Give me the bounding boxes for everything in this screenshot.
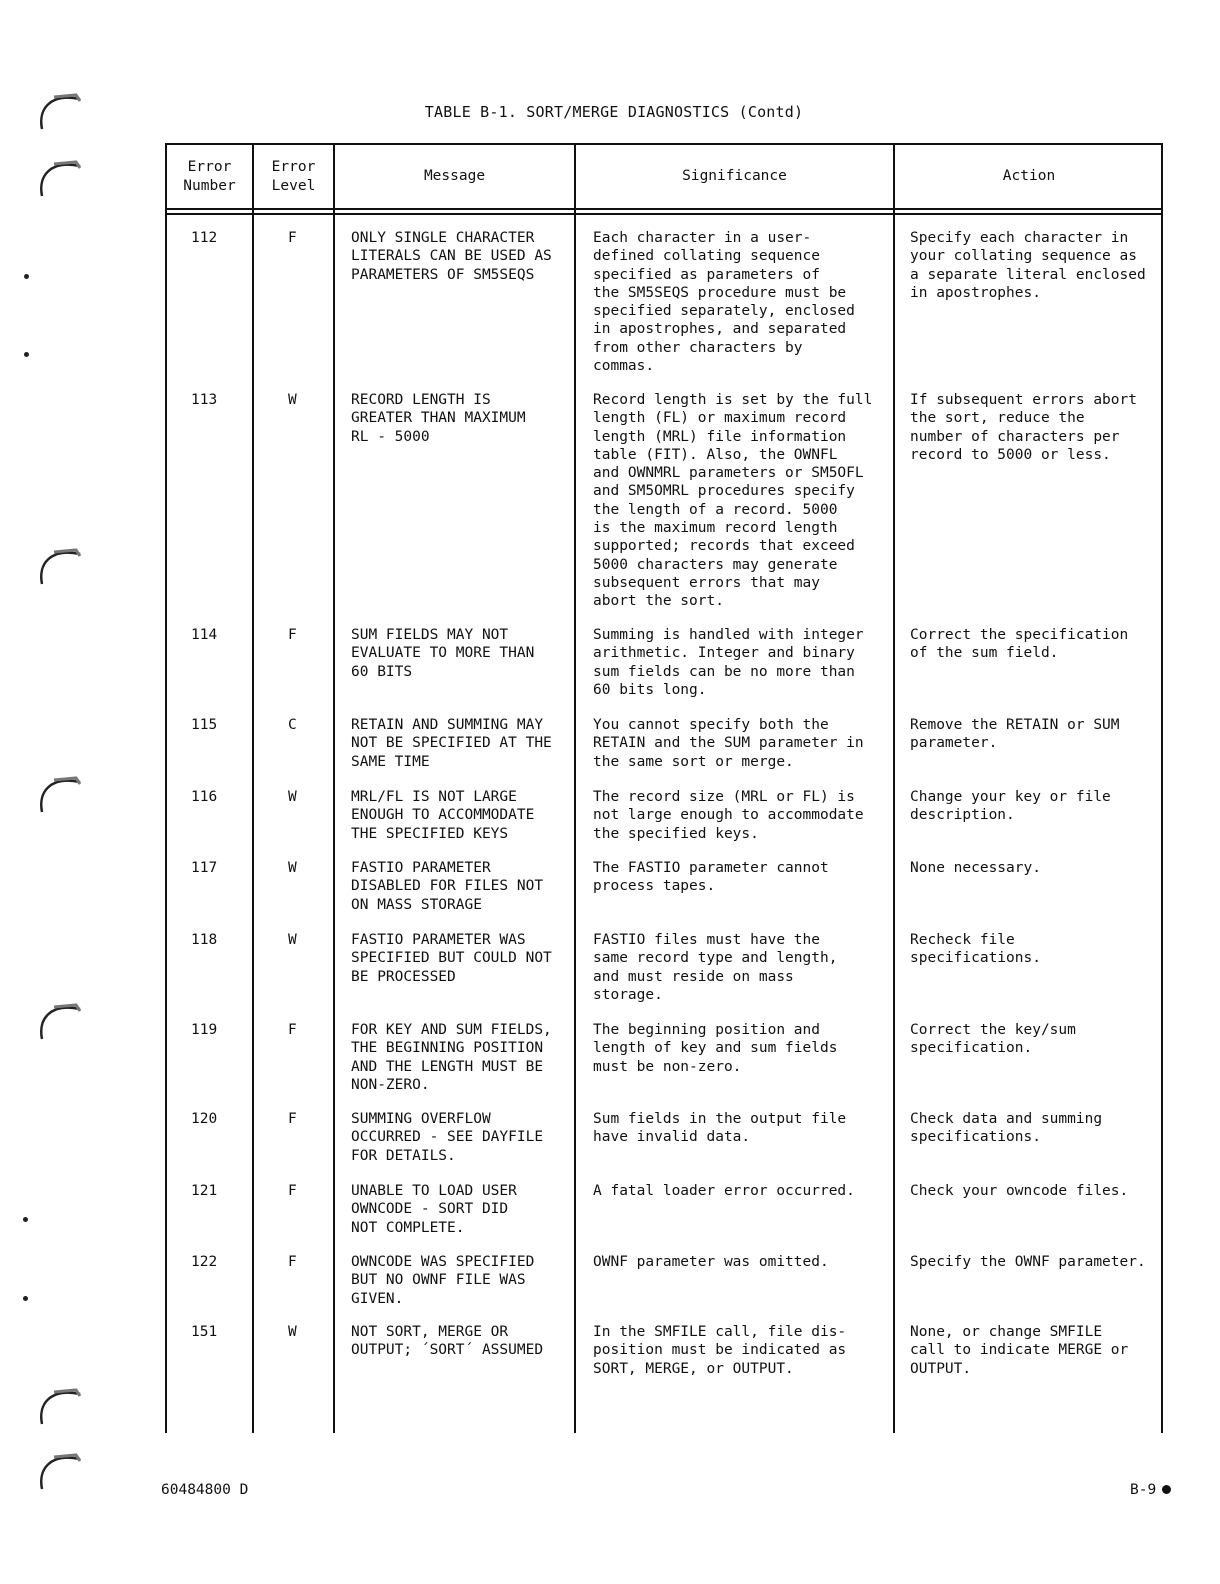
error-action: Recheck file specifications. — [910, 932, 1041, 967]
scan-speck — [24, 274, 29, 279]
error-number: 114 — [191, 627, 218, 643]
error-action: Correct the specification of the sum field. — [910, 627, 1129, 662]
error-message: RETAIN AND SUMMING MAY NOT BE SPECIFIED AT THE SAME TIME — [351, 717, 552, 770]
binder-hole-mark — [36, 768, 84, 816]
error-action: Specify the OWNF parameter. — [910, 1254, 1146, 1270]
error-message: UNABLE TO LOAD USER OWNCODE - SORT DID NOT COMPLETE. — [351, 1183, 517, 1236]
error-significance: Sum fields in the output file have invalid data. — [593, 1111, 847, 1146]
header-significance: Significance — [682, 168, 787, 184]
error-level: F — [288, 1022, 297, 1038]
page-number: B-9 — [1130, 1482, 1157, 1498]
error-level: F — [288, 1111, 297, 1127]
error-message: FASTIO PARAMETER DISABLED FOR FILES NOT ON MASS STORAGE — [351, 860, 544, 913]
binder-hole-mark — [36, 995, 84, 1043]
error-level: F — [288, 1183, 297, 1199]
header-error-number: Error Number — [183, 158, 236, 194]
error-action: Change your key or file description. — [910, 789, 1111, 824]
error-significance: Record length is set by the full length (FL) or maximum record length (MRL) file information table (FIT). Also, the OWNFL and OWNMRL parameters or SM5OFL and SM5OMRL procedures specify the length of a record. 5000 is the maximum record length supported; records that exceed 5000 characters may generate subsequent errors that may abort the sort. — [593, 392, 873, 610]
scan-speck — [24, 352, 29, 357]
column-divider — [893, 145, 895, 1433]
error-level: F — [288, 230, 297, 246]
error-number: 116 — [191, 789, 218, 805]
error-significance: Summing is handled with integer arithmetic. Integer and binary sum fields can be no more than 60 bits long. — [593, 627, 864, 698]
error-significance: A fatal loader error occurred. — [593, 1183, 855, 1199]
error-level: F — [288, 1254, 297, 1270]
error-message: OWNCODE WAS SPECIFIED BUT NO OWNF FILE WAS GIVEN. — [351, 1254, 535, 1307]
binder-hole-mark — [36, 1445, 84, 1493]
error-action: Specify each character in your collating sequence as a separate literal enclosed in apostrophes. — [910, 230, 1146, 301]
document-code: 60484800 D — [161, 1482, 249, 1498]
error-number: 121 — [191, 1183, 218, 1199]
error-message: RECORD LENGTH IS GREATER THAN MAXIMUM RL - 5000 — [351, 392, 526, 445]
scan-speck — [23, 1296, 28, 1301]
column-divider — [333, 145, 335, 1433]
error-significance: Each character in a user- defined collating sequence specified as parameters of the SM5SEQS procedure must be specified separately, enclosed in apostrophes, and separated from other characters by commas. — [593, 230, 855, 375]
error-action: None necessary. — [910, 860, 1041, 876]
error-level: W — [288, 1324, 297, 1340]
column-divider — [574, 145, 576, 1433]
diagnostics-table — [165, 143, 1163, 1433]
error-action: Remove the RETAIN or SUM parameter. — [910, 717, 1120, 752]
error-significance: FASTIO files must have the same record type and length, and must reside on mass storage. — [593, 932, 838, 1003]
header-message: Message — [423, 168, 486, 184]
error-message: FOR KEY AND SUM FIELDS, THE BEGINNING POSITION AND THE LENGTH MUST BE NON-ZERO. — [351, 1022, 552, 1093]
error-action: If subsequent errors abort the sort, reduce the number of characters per record to 5000 or less. — [910, 392, 1137, 463]
error-number: 118 — [191, 932, 218, 948]
error-message: ONLY SINGLE CHARACTER LITERALS CAN BE USED AS PARAMETERS OF SM5SEQS — [351, 230, 552, 283]
error-significance: The record size (MRL or FL) is not large enough to accommodate the specified keys. — [593, 789, 864, 842]
binder-hole-mark — [36, 540, 84, 588]
error-number: 119 — [191, 1022, 218, 1038]
binder-hole-mark — [36, 152, 84, 200]
error-message: MRL/FL IS NOT LARGE ENOUGH TO ACCOMMODATE THE SPECIFIED KEYS — [351, 789, 535, 842]
error-significance: In the SMFILE call, file dis- position must be indicated as SORT, MERGE, or OUTPUT. — [593, 1324, 847, 1377]
error-action: None, or change SMFILE call to indicate MERGE or OUTPUT. — [910, 1324, 1129, 1377]
error-action: Correct the key/sum specification. — [910, 1022, 1076, 1057]
error-number: 122 — [191, 1254, 218, 1270]
error-action: Check data and summing specifications. — [910, 1111, 1103, 1146]
binder-hole-mark — [36, 1380, 84, 1428]
error-action: Check your owncode files. — [910, 1183, 1129, 1199]
header-rule — [167, 208, 1161, 210]
error-number: 120 — [191, 1111, 218, 1127]
error-number: 113 — [191, 392, 218, 408]
error-significance: The beginning position and length of key and sum fields must be non-zero. — [593, 1022, 838, 1075]
error-significance: OWNF parameter was omitted. — [593, 1254, 829, 1270]
error-level: W — [288, 789, 297, 805]
error-significance: The FASTIO parameter cannot process tapes. — [593, 860, 829, 895]
error-level: C — [288, 717, 297, 733]
error-level: W — [288, 860, 297, 876]
header-error-level: Error Level — [271, 158, 316, 194]
error-level: W — [288, 932, 297, 948]
error-message: FASTIO PARAMETER WAS SPECIFIED BUT COULD NOT BE PROCESSED — [351, 932, 552, 985]
error-number: 112 — [191, 230, 218, 246]
error-message: SUMMING OVERFLOW OCCURRED - SEE DAYFILE FOR DETAILS. — [351, 1111, 544, 1164]
error-message: NOT SORT, MERGE OR OUTPUT; ´SORT´ ASSUMED — [351, 1324, 544, 1359]
column-divider — [252, 145, 254, 1433]
error-level: F — [288, 627, 297, 643]
header-rule — [167, 213, 1161, 215]
table-title: TABLE B-1. SORT/MERGE DIAGNOSTICS (Contd) — [424, 103, 804, 121]
error-number: 115 — [191, 717, 218, 733]
error-level: W — [288, 392, 297, 408]
error-significance: You cannot specify both the RETAIN and the SUM parameter in the same sort or merge. — [593, 717, 864, 770]
error-number: 117 — [191, 860, 218, 876]
revision-bullet-icon — [1162, 1485, 1171, 1494]
header-action: Action — [1002, 168, 1056, 184]
error-number: 151 — [191, 1324, 218, 1340]
scan-speck — [23, 1217, 28, 1222]
error-message: SUM FIELDS MAY NOT EVALUATE TO MORE THAN 60 BITS — [351, 627, 535, 680]
